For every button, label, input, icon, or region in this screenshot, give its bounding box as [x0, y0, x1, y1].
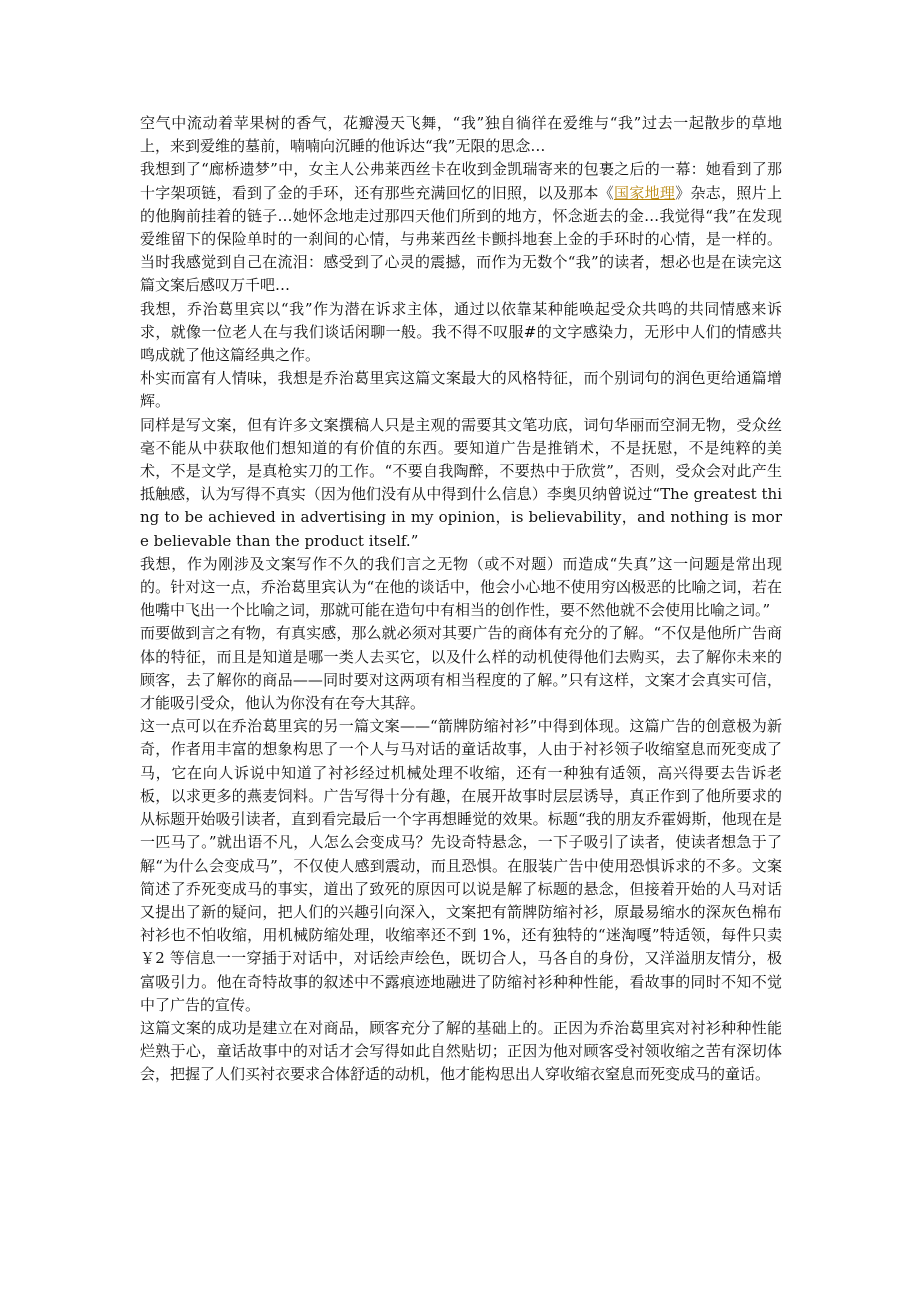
- paragraph-2-text-after: 杂志，照片上的他胸前挂着的链子…她怀念地走过那四天他们所到的地方，怀念逝去的金…我觉得“我”在发现爱维留下的保险单时的一刹间的心情，与弗莱西丝卡颤抖地套上金的手环时的心情，是一样的。当时我感觉到自己在流泪：感受到了心灵的震撼，而作为无数个“我”的读者，想必也是在读完这篇文案后感叹万千吧…: [140, 183, 782, 295]
- paragraph-3: 我想，乔治葛里宾以“我”作为潜在诉求主体，通过以依靠某种能唤起受众共鸣的共同情感来诉求，就像一位老人在与我们谈话闲聊一般。我不得不叹服#的文字感染力，无形中人们的情感共鸣成就了他这篇经典之作。: [140, 299, 782, 365]
- paragraph-2: [140, 158, 782, 297]
- paragraph-1: 空气中流动着苹果树的香气，花瓣漫天飞舞，“我”独自徜徉在爱维与“我”过去一起散步的草地上，来到爱维的墓前，喃喃向沉睡的他诉达“我”无限的思念…: [140, 114, 782, 156]
- paragraph-5: 同样是写文案，但有许多文案撰稿人只是主观的需要其文笔功底，词句华丽而空洞无物，受众丝毫不能从中获取他们想知道的有价值的东西。要知道广告是推销术，不是抚慰，不是纯粹的美术，不是文学，是真枪实刀的工作。“不要自我陶醉，不要热中于欣赏”，否则，受众会对此产生抵触感，认为写得不真实（因为他们没有从中得到什么信息）李奥贝纳曾说过“The greatest thing to be achieved in advertising in my opinion，is believability，and nothing is more believable than the product itself.”: [140, 415, 782, 550]
- title-bracket-close: 》: [675, 183, 691, 202]
- paragraph-4: 朴实而富有人情味，我想是乔治葛里宾这篇文案最大的风格特征，而个别词句的润色更给通篇增辉。: [140, 369, 782, 411]
- paragraph-7: 而要做到言之有物，有真实感，那么就必须对其要广告的商体有充分的了解。“不仅是他所广告商体的特征，而且是知道是哪一类人去买它，以及什么样的动机使得他们去购买，去了解你未来的顾客，去了解你的商品——同时要对这两项有相当程度的了解。”只有这样，文案才会真实可信，才能吸引受众，他认为你没有在夸大其辞。: [140, 624, 782, 713]
- paragraph-2-text-before: 我想到了“廊桥遗梦”中，女主人公弗莱西丝卡在收到金凯瑞寄来的包裹之后的一幕：她看到了那十字架项链，看到了金的手环，还有那些充满回忆的旧照，以及那本: [140, 160, 782, 202]
- document-body: [140, 112, 782, 1087]
- title-bracket-open: 《: [598, 183, 615, 202]
- paragraph-9: 这篇文案的成功是建立在对商品，顾客充分了解的基础上的。正因为乔治葛里宾对衬衫种种性能烂熟于心，童话故事中的对话才会写得如此自然贴切；正因为他对顾客受衬领收缩之苦有深切体会，把握了人们买衬衣要求合体舒适的动机，他才能构思出人穿收缩衣窒息而死变成马的童话。: [140, 1018, 782, 1084]
- paragraph-6: 我想，作为刚涉及文案写作不久的我们言之无物（或不对题）而造成“失真”这一问题是常出现的。针对这一点，乔治葛里宾认为“在他的谈话中，他会小心地不使用穷凶极恶的比喻之词，若在他嘴中飞出一个比喻之词，那就可能在造句中有相当的创作性，要不然他就不会使用比喻之词。”: [140, 554, 782, 620]
- national-geographic-link[interactable]: 国家地理: [614, 183, 676, 202]
- paragraph-8: 这一点可以在乔治葛里宾的另一篇文案——“箭牌防缩衬衫”中得到体现。这篇广告的创意极为新奇，作者用丰富的想象构思了一个人与马对话的童话故事，人由于衬衫领子收缩窒息而死变成了马，它在向人诉说中知道了衬衫经过机械处理不收缩，还有一种独有适领，高兴得要去告诉老板，以求更多的燕麦饲料。广告写得十分有趣，在展开故事时层层诱导，真正作到了他所要求的从标题开始吸引读者，直到看完最后一个字再想睡觉的效果。标题“我的朋友乔霍姆斯，他现在是一匹马了。”就出语不凡，人怎么会变成马？先设奇特悬念，一下子吸引了读者，使读者想急于了解“为什么会变成马”，不仅使人感到震动，而且恐惧。在服装广告中使用恐惧诉求的不多。文案简述了乔死变成马的事实，道出了致死的原因可以说是解了标题的悬念，但接着开始的人马对话又提出了新的疑问，把人们的兴趣引向深入，文案把有箭牌防缩衬衫，原最易缩水的深灰色棉布衬衫也不怕收缩，用机械防缩处理，收缩率还不到 1%，还有独特的“迷淘嘎”特适领，每件只卖￥2 等信息一一穿插于对话中，对话绘声绘色，既切合人，马各自的身份，又洋溢朋友情分，极富吸引力。他在奇特故事的叙述中不露痕迹地融进了防缩衬衫种种性能，看故事的同时不知不觉中了广告的宣传。: [140, 717, 782, 1014]
